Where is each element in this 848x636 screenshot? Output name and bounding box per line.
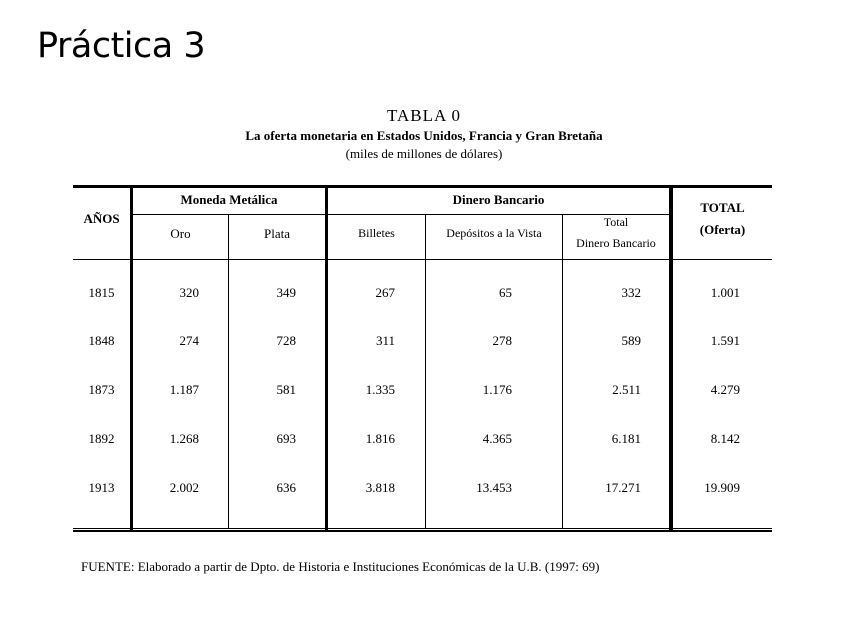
table-cell-plata: 728 [276,333,296,348]
header-billetes: Billetes [358,226,395,240]
table-cell-total-bank: 332 [621,285,641,300]
header-years: AÑOS [83,211,120,226]
header-bottom-rule [73,259,772,260]
table-cell-billetes: 311 [375,333,395,348]
header-oferta: (Oferta) [699,222,746,237]
table-cell-year: 1815 [88,285,115,300]
table-cell-depositos: 65 [499,285,512,300]
bottom-rule [73,528,772,532]
table-source-note: FUENTE: Elaborado a partir de Dpto. de Historia e Instituciones Económicas de la U.B. (1997: 69) [81,559,600,574]
table-cell-plata: 636 [276,480,296,495]
table-cell-billetes: 3.818 [365,480,395,495]
table-cell-billetes: 267 [375,285,395,300]
table-cell-year: 1873 [88,382,115,397]
table-cell-total: 1.001 [710,285,740,300]
header-dinero-bancario: Dinero Bancario [452,192,545,207]
table-cell-depositos: 278 [492,333,512,348]
table-title: La oferta monetaria en Estados Unidos, Francia y Gran Bretaña [245,128,603,143]
table-cell-oro: 274 [179,333,199,348]
table-label: TABLA 0 [386,106,462,125]
table-cell-depositos: 1.176 [482,382,512,397]
table-cell-total: 19.909 [704,480,740,495]
table-cell-oro: 1.187 [169,382,199,397]
table-cell-total-bank: 17.271 [605,480,641,495]
table-cell-total: 1.591 [710,333,740,348]
table-cell-total: 4.279 [710,382,740,397]
table-cell-total-bank: 2.511 [612,382,641,397]
table-cell-total-bank: 6.181 [611,431,641,446]
header-total: TOTAL [700,200,745,215]
slide-title: Práctica 3 [37,26,206,66]
header-depositos: Depósitos a la Vista [446,226,542,240]
table-cell-plata: 349 [276,285,296,300]
top-rule [73,185,772,188]
table-cell-total-bank: 589 [621,333,641,348]
table-cell-plata: 581 [276,382,296,397]
table-cell-oro: 320 [179,285,199,300]
table-cell-oro: 2.002 [169,480,199,495]
header-moneda-metalica: Moneda Metálica [180,192,278,207]
table-cell-billetes: 1.816 [365,431,395,446]
header-plata: Plata [264,226,290,241]
header-total-bank-1: Total [603,215,629,229]
table-cell-oro: 1.268 [169,431,199,446]
table-cell-year: 1848 [88,333,115,348]
table-units: (miles de millones de dólares) [345,146,503,161]
table-cell-depositos: 13.453 [476,480,512,495]
table-cell-plata: 693 [276,431,296,446]
table-cell-year: 1913 [88,480,115,495]
table-cell-total: 8.142 [710,431,740,446]
table-cell-depositos: 4.365 [482,431,512,446]
header-total-bank-2: Dinero Bancario [576,236,656,250]
table-cell-year: 1892 [88,431,115,446]
table-cell-billetes: 1.335 [365,382,395,397]
header-oro: Oro [170,226,191,241]
